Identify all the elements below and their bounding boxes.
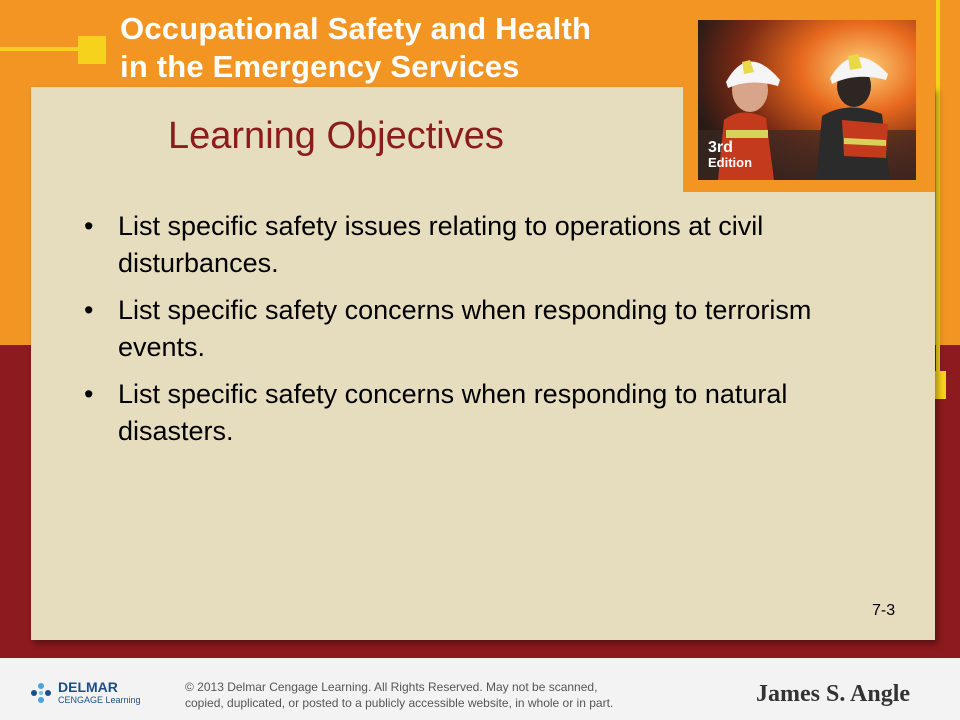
bullet-icon: •	[84, 295, 94, 325]
list-item	[84, 292, 844, 366]
copyright-line2: copied, duplicated, or posted to a publicly accessible website, in whole or in part.	[185, 696, 614, 710]
edition-number: 3rd	[708, 139, 733, 156]
decorative-square-top	[78, 36, 106, 64]
bullet-icon: •	[84, 379, 94, 409]
author-name: James S. Angle	[756, 681, 911, 707]
edition-label	[708, 140, 752, 170]
list-item-text: List specific safety concerns when responding to natural disasters.	[118, 379, 788, 446]
slide-title: Learning Objectives	[168, 115, 504, 157]
copyright-line1: © 2013 Delmar Cengage Learning. All Rights Reserved. May not be scanned,	[185, 680, 598, 694]
decorative-line-right	[936, 0, 940, 372]
bullet-icon: •	[84, 211, 94, 241]
list-item	[84, 376, 844, 450]
course-title-line1: Occupational Safety and Health	[120, 11, 592, 46]
decorative-line-top	[0, 47, 78, 51]
edition-text: Edition	[708, 155, 753, 170]
list-item-text: List specific safety concerns when responding to terrorism events.	[118, 295, 812, 362]
course-title-line2: in the Emergency Services	[120, 49, 520, 84]
publisher-logo-subtitle: CENGAGE Learning	[58, 695, 141, 705]
publisher-logo-brand: DELMAR	[58, 679, 118, 695]
delmar-cengage-logo-icon	[28, 680, 54, 706]
list-item-text: List specific safety issues relating to operations at civil disturbances.	[118, 211, 764, 278]
page-number: 7-3	[872, 602, 896, 619]
course-title	[120, 10, 680, 86]
copyright-notice	[185, 679, 613, 711]
list-item	[84, 208, 844, 282]
objectives-list	[84, 208, 844, 460]
